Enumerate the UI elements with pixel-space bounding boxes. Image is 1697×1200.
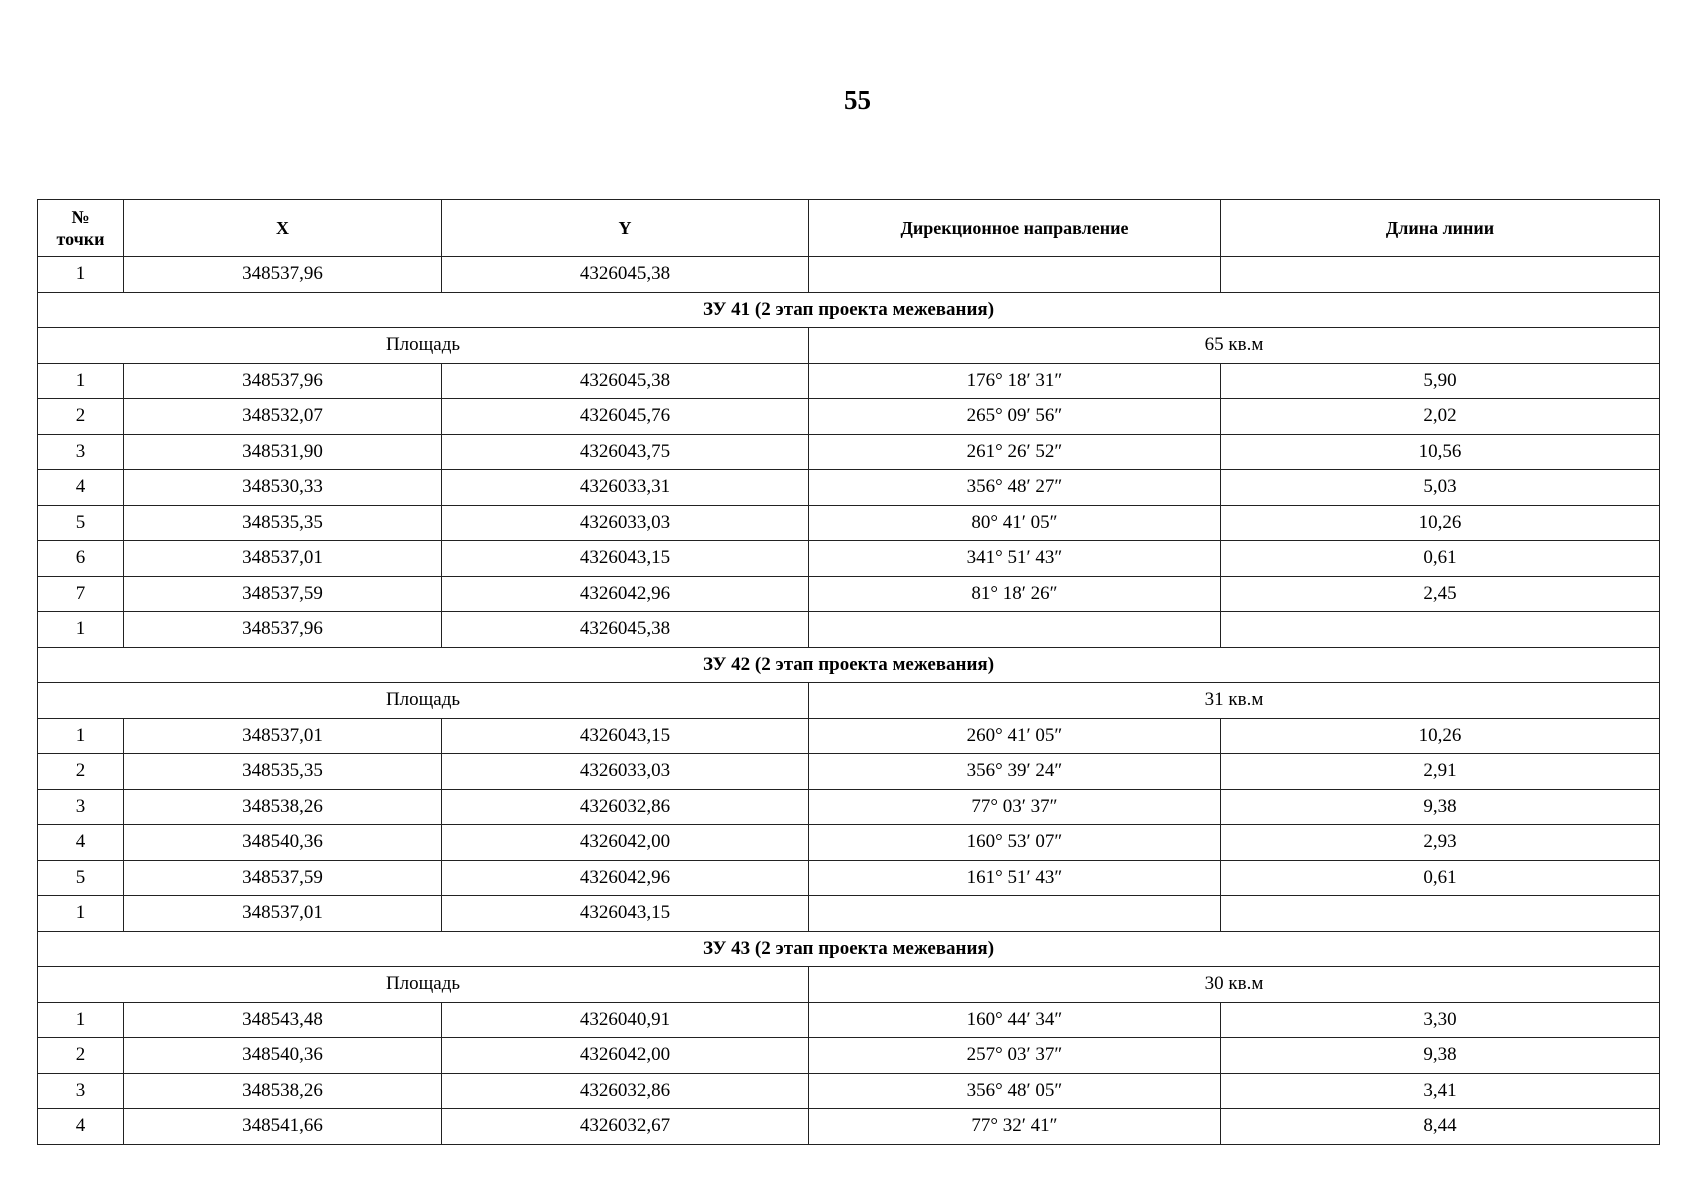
direction-cell: 260° 41′ 05″ — [809, 718, 1221, 754]
header-point-number-word: точки — [56, 229, 105, 249]
y-cell: 4326043,15 — [442, 718, 809, 754]
table-row — [38, 541, 1660, 577]
length-cell: 2,45 — [1221, 576, 1660, 612]
point-number-cell: 1 — [38, 257, 124, 293]
table-row — [38, 576, 1660, 612]
length-cell — [1221, 896, 1660, 932]
x-cell: 348532,07 — [124, 399, 442, 435]
x-cell: 348537,96 — [124, 612, 442, 648]
table-row — [38, 470, 1660, 506]
y-cell: 4326045,38 — [442, 612, 809, 648]
point-number-cell: 3 — [38, 434, 124, 470]
direction-cell: 176° 18′ 31″ — [809, 363, 1221, 399]
table-row — [38, 612, 1660, 648]
x-cell: 348537,01 — [124, 541, 442, 577]
y-cell: 4326043,15 — [442, 896, 809, 932]
point-number-cell: 7 — [38, 576, 124, 612]
y-cell: 4326042,00 — [442, 1038, 809, 1074]
x-cell: 348537,59 — [124, 860, 442, 896]
point-number-cell: 4 — [38, 825, 124, 861]
table-row — [38, 434, 1660, 470]
length-cell: 10,26 — [1221, 505, 1660, 541]
length-cell: 0,61 — [1221, 541, 1660, 577]
point-number-cell: 5 — [38, 505, 124, 541]
direction-cell: 257° 03′ 37″ — [809, 1038, 1221, 1074]
x-cell: 348537,59 — [124, 576, 442, 612]
y-cell: 4326043,75 — [442, 434, 809, 470]
direction-cell: 160° 44′ 34″ — [809, 1002, 1221, 1038]
table-row — [38, 257, 1660, 293]
length-cell: 9,38 — [1221, 1038, 1660, 1074]
point-number-cell: 1 — [38, 363, 124, 399]
area-row — [38, 328, 1660, 364]
point-number-cell: 5 — [38, 860, 124, 896]
y-cell: 4326043,15 — [442, 541, 809, 577]
direction-cell: 161° 51′ 43″ — [809, 860, 1221, 896]
area-value: 65 кв.м — [809, 328, 1660, 364]
table-row — [38, 718, 1660, 754]
point-number-cell: 1 — [38, 612, 124, 648]
direction-cell: 81° 18′ 26″ — [809, 576, 1221, 612]
length-cell: 5,03 — [1221, 470, 1660, 506]
direction-cell: 341° 51′ 43″ — [809, 541, 1221, 577]
y-cell: 4326045,38 — [442, 363, 809, 399]
header-direction: Дирекционное направление — [809, 200, 1221, 257]
direction-cell: 80° 41′ 05″ — [809, 505, 1221, 541]
direction-cell — [809, 257, 1221, 293]
direction-cell: 160° 53′ 07″ — [809, 825, 1221, 861]
table-row — [38, 1002, 1660, 1038]
direction-cell: 77° 32′ 41″ — [809, 1109, 1221, 1145]
point-number-cell: 4 — [38, 470, 124, 506]
point-number-cell: 3 — [38, 1073, 124, 1109]
direction-cell: 356° 48′ 05″ — [809, 1073, 1221, 1109]
direction-cell: 356° 48′ 27″ — [809, 470, 1221, 506]
y-cell: 4326040,91 — [442, 1002, 809, 1038]
y-cell: 4326042,96 — [442, 860, 809, 896]
area-value: 30 кв.м — [809, 967, 1660, 1003]
direction-cell: 265° 09′ 56″ — [809, 399, 1221, 435]
table-row — [38, 860, 1660, 896]
x-cell: 348543,48 — [124, 1002, 442, 1038]
direction-cell: 77° 03′ 37″ — [809, 789, 1221, 825]
area-label: Площадь — [38, 967, 809, 1003]
page-number: 55 — [844, 85, 871, 115]
x-cell: 348530,33 — [124, 470, 442, 506]
header-point-number — [38, 200, 124, 257]
x-cell: 348531,90 — [124, 434, 442, 470]
area-row — [38, 967, 1660, 1003]
area-value: 31 кв.м — [809, 683, 1660, 719]
x-cell: 348540,36 — [124, 825, 442, 861]
length-cell: 2,02 — [1221, 399, 1660, 435]
section-title-row — [38, 292, 1660, 328]
y-cell: 4326045,38 — [442, 257, 809, 293]
x-cell: 348537,96 — [124, 257, 442, 293]
area-row — [38, 683, 1660, 719]
point-number-cell: 1 — [38, 718, 124, 754]
point-number-cell: 6 — [38, 541, 124, 577]
point-number-cell: 2 — [38, 1038, 124, 1074]
coordinates-table — [37, 199, 1660, 1145]
x-cell: 348535,35 — [124, 754, 442, 790]
point-number-cell: 1 — [38, 896, 124, 932]
table-row — [38, 825, 1660, 861]
y-cell: 4326033,31 — [442, 470, 809, 506]
y-cell: 4326042,96 — [442, 576, 809, 612]
header-point-number-symbol: № — [71, 207, 90, 227]
table-row — [38, 896, 1660, 932]
direction-cell — [809, 612, 1221, 648]
y-cell: 4326045,76 — [442, 399, 809, 435]
section-title-row — [38, 931, 1660, 967]
point-number-cell: 2 — [38, 399, 124, 435]
point-number-cell: 3 — [38, 789, 124, 825]
length-cell: 3,41 — [1221, 1073, 1660, 1109]
y-cell: 4326032,86 — [442, 1073, 809, 1109]
point-number-cell: 4 — [38, 1109, 124, 1145]
table-row — [38, 789, 1660, 825]
header-length: Длина линии — [1221, 200, 1660, 257]
point-number-cell: 1 — [38, 1002, 124, 1038]
direction-cell: 261° 26′ 52″ — [809, 434, 1221, 470]
length-cell: 8,44 — [1221, 1109, 1660, 1145]
y-cell: 4326033,03 — [442, 505, 809, 541]
area-label: Площадь — [38, 328, 809, 364]
table-row — [38, 754, 1660, 790]
y-cell: 4326032,67 — [442, 1109, 809, 1145]
direction-cell: 356° 39′ 24″ — [809, 754, 1221, 790]
x-cell: 348540,36 — [124, 1038, 442, 1074]
x-cell: 348541,66 — [124, 1109, 442, 1145]
y-cell: 4326032,86 — [442, 789, 809, 825]
header-y: Y — [442, 200, 809, 257]
y-cell: 4326042,00 — [442, 825, 809, 861]
table-row — [38, 1038, 1660, 1074]
table-header-row — [38, 200, 1660, 257]
table-row — [38, 399, 1660, 435]
length-cell: 10,56 — [1221, 434, 1660, 470]
area-label: Площадь — [38, 683, 809, 719]
table-row — [38, 1109, 1660, 1145]
length-cell — [1221, 257, 1660, 293]
length-cell: 2,91 — [1221, 754, 1660, 790]
table-row — [38, 1073, 1660, 1109]
table-row — [38, 363, 1660, 399]
table-row — [38, 505, 1660, 541]
x-cell: 348538,26 — [124, 789, 442, 825]
direction-cell — [809, 896, 1221, 932]
header-x: X — [124, 200, 442, 257]
point-number-cell: 2 — [38, 754, 124, 790]
x-cell: 348537,96 — [124, 363, 442, 399]
section-title-row — [38, 647, 1660, 683]
y-cell: 4326033,03 — [442, 754, 809, 790]
length-cell: 10,26 — [1221, 718, 1660, 754]
table-body — [38, 257, 1660, 1145]
section-title: ЗУ 42 (2 этап проекта межевания) — [38, 647, 1660, 683]
length-cell — [1221, 612, 1660, 648]
length-cell: 9,38 — [1221, 789, 1660, 825]
x-cell: 348537,01 — [124, 896, 442, 932]
length-cell: 5,90 — [1221, 363, 1660, 399]
x-cell: 348537,01 — [124, 718, 442, 754]
length-cell: 0,61 — [1221, 860, 1660, 896]
length-cell: 2,93 — [1221, 825, 1660, 861]
section-title: ЗУ 43 (2 этап проекта межевания) — [38, 931, 1660, 967]
section-title: ЗУ 41 (2 этап проекта межевания) — [38, 292, 1660, 328]
x-cell: 348535,35 — [124, 505, 442, 541]
x-cell: 348538,26 — [124, 1073, 442, 1109]
length-cell: 3,30 — [1221, 1002, 1660, 1038]
